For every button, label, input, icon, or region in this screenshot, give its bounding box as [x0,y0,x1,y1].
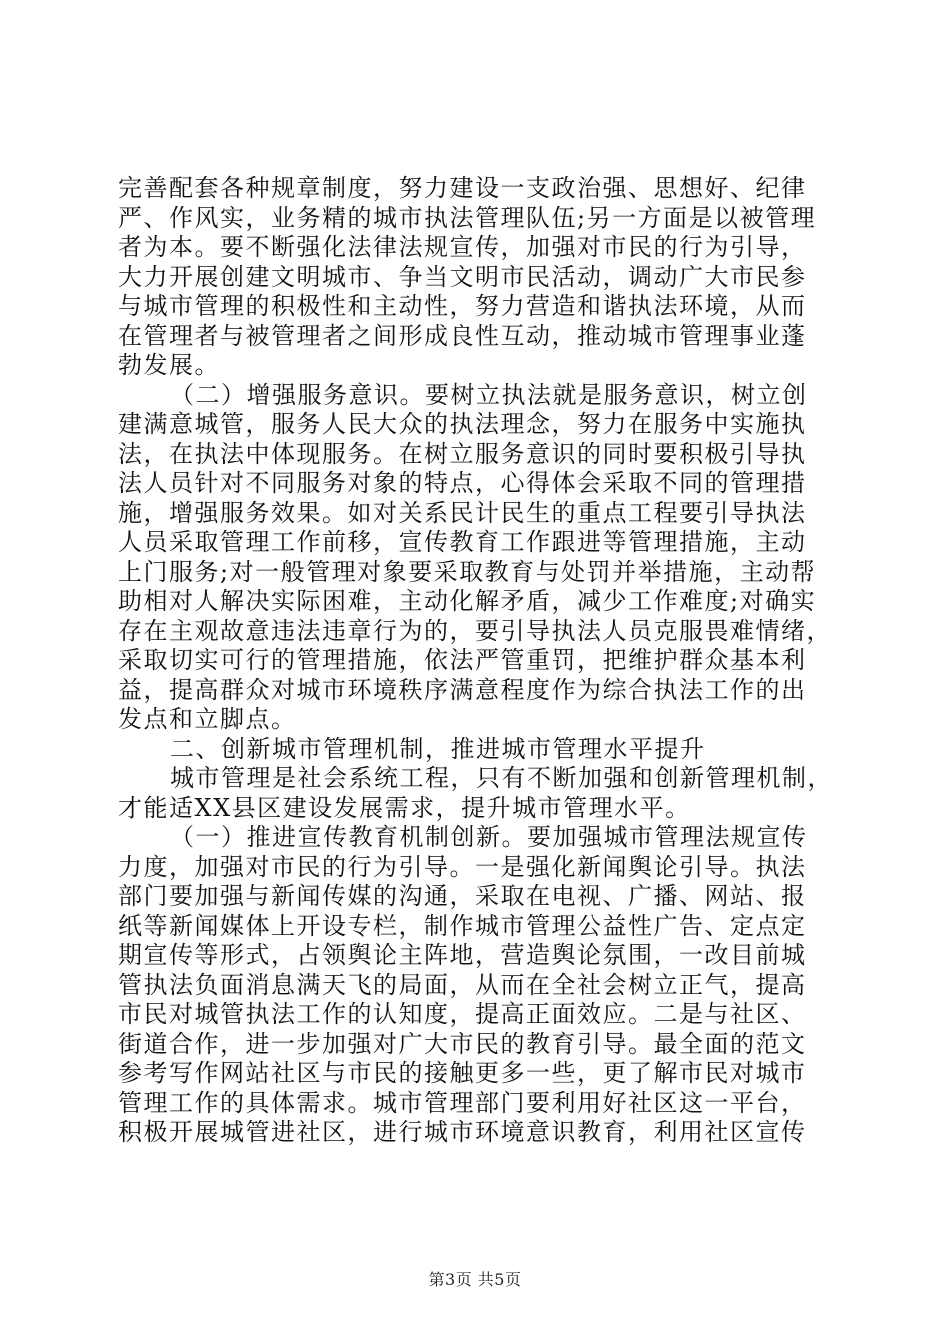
text-line: 期宣传等形式，占领舆论主阵地，营造舆论氛围，一改目前城 [118,941,807,969]
text-line: 与城市管理的积极性和主动性，努力营造和谐执法环境，从而 [118,292,807,320]
text-line: 施，增强服务效果。如对关系民计民生的重点工程要引导执法 [118,498,807,527]
text-line: 参考写作网站社区与市民的接触更多一些，更了解市民对城市 [118,1059,807,1087]
text-line: 市民对城管执法工作的认知度，提高正面效应。二是与社区、 [118,1000,807,1028]
text-line: 存在主观故意违法违章行为的，要引导执法人员克服畏难情绪， [118,616,832,645]
text-line: 积极开展城管进社区，进行城市环境意识教育，利用社区宣传 [118,1118,807,1146]
section-heading-line: （一）推进宣传教育机制创新。要加强城市管理法规宣传 [170,823,808,851]
text-line: 益，提高群众对城市环境秩序满意程度作为综合执法工作的出 [118,675,807,704]
text-line: 部门要加强与新闻传媒的沟通，采取在电视、广播、网站、报 [118,882,807,910]
text-line: 采取切实可行的管理措施，依法严管重罚，把维护群众基本利 [118,646,807,674]
text-line: 人员采取管理工作前移，宣传教育工作跟进等管理措施，主动 [118,528,807,556]
text-line: 建满意城管，服务人民大众的执法理念，努力在服务中实施执 [118,410,807,438]
text-line: 城市管理是社会系统工程，只有不断加强和创新管理机制， [170,764,833,792]
text-line: 大力开展创建文明城市、争当文明市民活动，调动广大市民参 [118,262,807,291]
text-line: 勃发展。 [118,351,220,379]
text-line: 管理工作的具体需求。城市管理部门要利用好社区这一平台， [118,1088,807,1117]
text-line: 严、作风实，业务精的城市执法管理队伍;另一方面是以被管理 [118,203,817,232]
section-heading-line: 二、创新城市管理机制，推进城市管理水平提升 [170,734,706,763]
text-line: 完善配套各种规章制度，努力建设一支政治强、思想好、纪律 [118,174,807,202]
text-line: 管执法负面消息满天飞的局面，从而在全社会树立正气，提高 [118,970,807,999]
text-line: 助相对人解决实际困难，主动化解矛盾，减少工作难度;对确实 [118,587,817,615]
text-line: 发点和立脚点。 [118,705,297,733]
text-line: 街道合作，进一步加强对广大市民的教育引导。最全面的范文 [118,1029,807,1058]
text-line: 力度，加强对市民的行为引导。一是强化新闻舆论引导。执法 [118,852,807,881]
text-line: 者为本。要不断强化法律法规宣传，加强对市民的行为引导， [118,233,807,261]
section-heading-line: （二）增强服务意识。要树立执法就是服务意识，树立创 [170,380,808,409]
text-line: 纸等新闻媒体上开设专栏，制作城市管理公益性广告、定点定 [118,911,807,940]
text-line: 在管理者与被管理者之间形成良性互动，推动城市管理事业蓬 [118,321,807,350]
text-line: 上门服务;对一般管理对象要采取教育与处罚并举措施，主动帮 [118,557,817,586]
page-footer: 第3页 共5页 [428,1270,522,1289]
text-line: 法，在执法中体现服务。在树立服务意识的同时要积极引导执 [118,439,807,468]
text-line: 法人员针对不同服务对象的特点，心得体会采取不同的管理措 [118,469,807,497]
text-line: 才能适XX县区建设发展需求，提升城市管理水平。 [118,793,691,822]
